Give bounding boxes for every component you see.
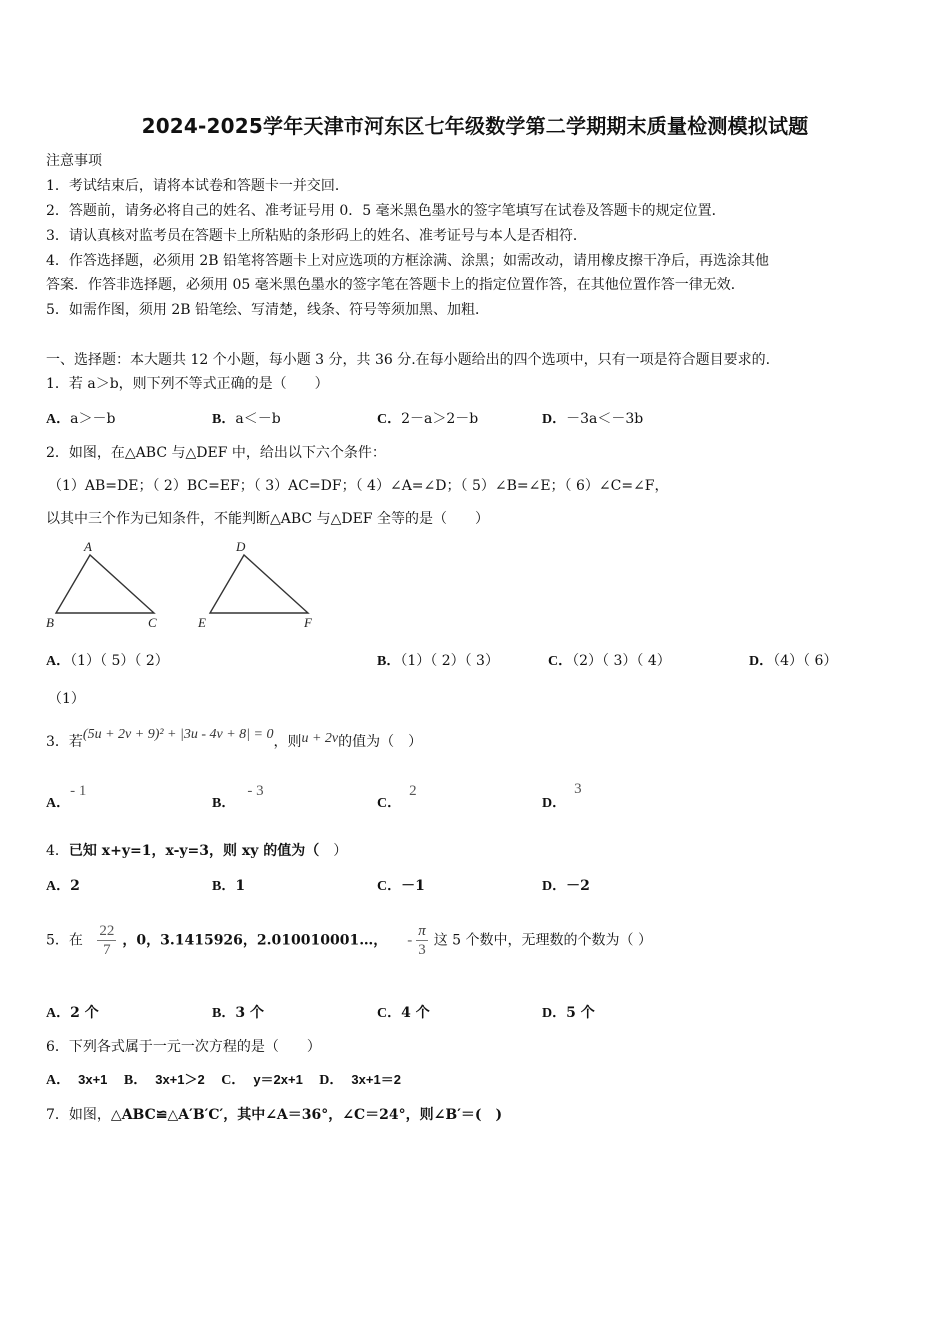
- question-7-stem: 7．如图，△ABC≌△A′B′C′，其中∠A＝36°，∠C＝24°，则∠B′＝( ): [46, 1107, 503, 1123]
- question-2-stem: 2．如图，在△ABC 与△DEF 中，给出以下六个条件：: [46, 445, 386, 461]
- question-2-conditions: （1）AB=DE；（ 2）BC=EF；（ 3）AC=DF；（ 4）∠A=∠D；（ 5）∠B=∠E；（ 6）∠C=∠F，: [48, 478, 669, 494]
- vertex-label-c: C: [148, 615, 157, 630]
- notice-heading: 注意事项: [46, 153, 102, 169]
- vertex-label-f: F: [304, 615, 312, 630]
- q5-option-c: C．4 个: [377, 1005, 430, 1021]
- section-heading: 一、选择题：本大题共 12 个小题，每小题 3 分，共 36 分.在每小题给出的四个选项中，只有一项是符合题目要求的.: [46, 352, 771, 368]
- q4-option-c: C．－1: [377, 878, 425, 894]
- q6-option-c: y＝2x+1: [253, 1072, 303, 1087]
- q1-option-d: D．－3a＜－3b: [542, 411, 644, 427]
- question-6-stem: 6．下列各式属于一元一次方程的是（ ）: [46, 1039, 321, 1055]
- q2-option-b: B．（1）（ 2）（ 3）: [377, 653, 499, 669]
- q6-option-a: 3x+1: [78, 1072, 108, 1087]
- vertex-label-d: D: [236, 539, 246, 554]
- q6-options-row: [46, 1070, 401, 1091]
- question-3-stem: 3．若(5u + 2v + 9)² + |3u - 4v + 8| = 0，则u + 2v的值为（ ）: [46, 727, 423, 750]
- vertex-label-e: E: [198, 615, 206, 630]
- q1-option-b: B．a＜－b: [212, 411, 281, 427]
- notice-line: 1．考试结束后，请将本试卷和答题卡一并交回．: [46, 178, 349, 194]
- q6-option-b: 3x+1＞2: [155, 1072, 205, 1087]
- q2-option-c: C．（2）（ 3）（ 4）: [548, 653, 671, 669]
- notice-line: 答案．作答非选择题，必须用 05 毫米黑色墨水的签字笔在答题卡上的指定位置作答，在其他位置作答一律无效．: [46, 277, 745, 293]
- q3-option-a: A．- 1: [46, 783, 87, 811]
- fraction-22-7: $\frac{22}{7}$: [99, 923, 115, 958]
- q4-option-b: B．1: [212, 878, 246, 894]
- q6-option-b-label: B．: [123, 1073, 148, 1088]
- question-2-question: 以其中三个作为已知条件，不能判断△ABC 与△DEF 全等的是（ ）: [46, 511, 489, 527]
- q2-option-a: A．（1）（ 5）（ 2）: [46, 653, 169, 669]
- notice-line: 3．请认真核对监考员在答题卡上所粘贴的条形码上的姓名、准考证号与本人是否相符．: [46, 228, 587, 244]
- triangle-figure: [40, 535, 330, 635]
- q1-option-c: C．2－a＞2－b: [377, 411, 479, 427]
- q6-option-d: 3x+1＝2: [351, 1072, 401, 1087]
- notice-line: 5．如需作图，须用 2B 铅笔绘、写清楚，线条、符号等须加黑、加粗．: [46, 302, 490, 318]
- vertex-label-a: A: [84, 539, 92, 554]
- page-title: 2024-2025学年天津市河东区七年级数学第二学期期末质量检测模拟试题: [141, 114, 809, 138]
- q3-target-expression: u + 2v: [301, 731, 339, 746]
- vertex-label-b: B: [46, 615, 54, 630]
- q5-option-b: B．3 个: [212, 1005, 264, 1021]
- q5-option-d: D．5 个: [542, 1005, 595, 1021]
- notice-line: 4．作答选择题，必须用 2B 铅笔将答题卡上对应选项的方框涂满、涂黑；如需改动，请用橡皮擦干净后，再选涂其他: [46, 253, 769, 269]
- q5-option-a: A．2 个: [46, 1005, 99, 1021]
- q6-option-c-label: C．: [221, 1073, 246, 1088]
- q6-option-d-label: D．: [319, 1073, 344, 1088]
- q4-option-a: A．2: [46, 878, 80, 894]
- q2-option-d-continued: （1）: [48, 691, 85, 707]
- triangle-def: [197, 539, 313, 630]
- q3-equation: (5u + 2v + 9)² + |3u - 4v + 8| = 0: [82, 727, 274, 742]
- q1-option-a: A．a＞－b: [46, 411, 116, 427]
- q6-option-a-label: A．: [46, 1073, 71, 1088]
- q4-option-d: D．－2: [542, 878, 590, 894]
- q2-option-d: D．（4）（ 6）: [749, 653, 838, 669]
- question-4-stem: 4．已知 x+y=1，x-y=3，则 xy 的值为（ ）: [46, 843, 348, 859]
- triangle-abc: [46, 539, 157, 630]
- q3-option-d: D．3: [542, 781, 582, 811]
- notice-line: 2．答题前，请务必将自己的姓名、准考证号用 0．5 毫米黑色墨水的签字笔填写在试卷及答题卡的规定位置．: [46, 203, 726, 219]
- question-5-stem: 5．在 $\frac{22}{7}$ ，0，3.1415926，2.010010001…， - $\frac{\pi}{3}$ 这 5 个数中，无理数的个数为（ ）: [46, 923, 652, 958]
- q3-option-b: B．- 3: [212, 783, 264, 811]
- q3-option-c: C．2: [377, 783, 417, 811]
- question-1-stem: 1．若 a＞b，则下列不等式正确的是（ ）: [46, 376, 329, 392]
- fraction-pi-3: $\frac{\pi}{3}$: [418, 923, 426, 958]
